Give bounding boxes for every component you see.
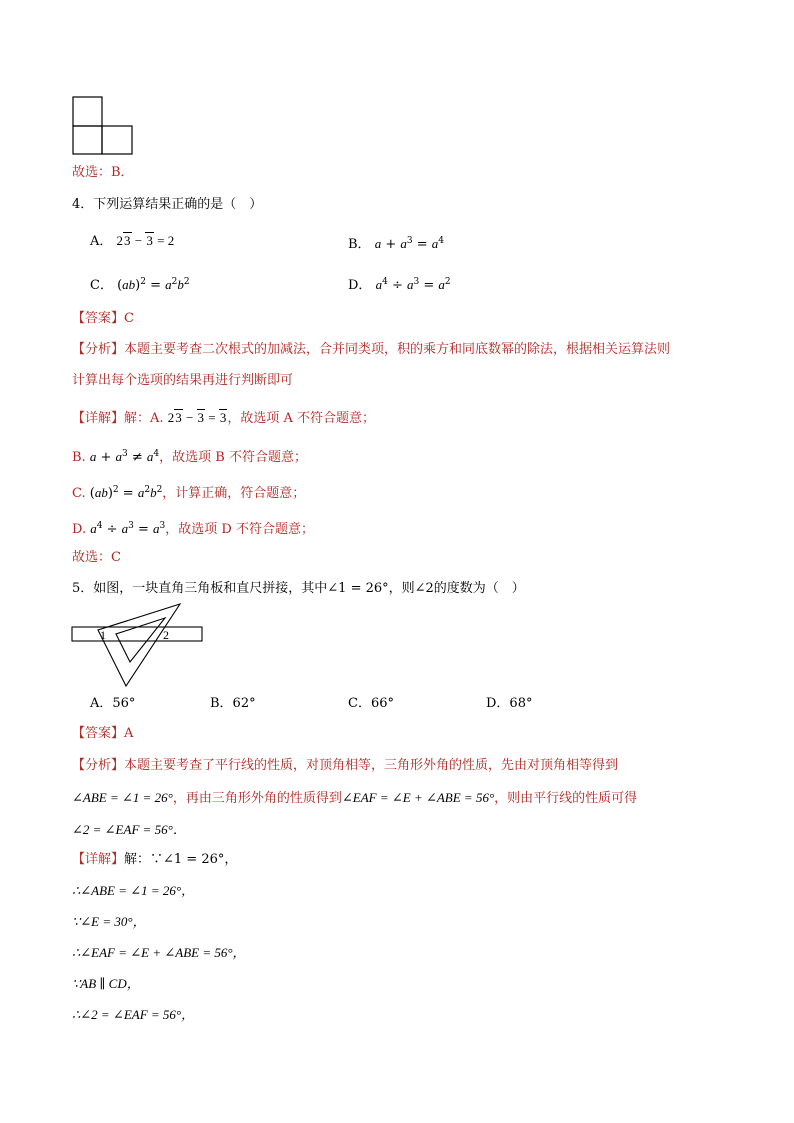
q4-option-c-label: C．	[90, 278, 113, 293]
squares-figure	[72, 96, 134, 156]
q4-option-c: C． $(ab)^2 = a^2b^2$	[90, 277, 190, 293]
q4-detail-b-tail: ，故选项 B 不符合题意；	[159, 450, 307, 465]
q4-detail-b-label: B.	[72, 450, 86, 465]
q4-detail-a: 【详解】解：A. 23 − 3 = 3，故选项 A 不符合题意；	[72, 410, 376, 426]
q5-detail-line6: ∴∠2 = ∠EAF = 56°，	[72, 1007, 195, 1022]
q5-analysis-line3: ∠2 = ∠EAF = 56°．	[72, 822, 186, 837]
q4-analysis-tag: 【分析】	[72, 342, 125, 357]
q5-answer: 【答案】A	[72, 726, 134, 741]
q4-detail-b: B. $a + a^3 \ne a^4$，故选项 B 不符合题意；	[72, 449, 307, 465]
q5-detail-line4: ∴∠EAF = ∠E + ∠ABE = 56°，	[72, 945, 246, 960]
q5-detail-tag: 【详解】	[72, 852, 125, 867]
q4-option-a-label: A．	[90, 234, 113, 249]
q5-detail-line2: ∴∠ABE = ∠1 = 26°，	[72, 883, 195, 898]
q5-option-a: A．56°	[90, 696, 136, 711]
triangle-outer	[98, 604, 180, 686]
q4-option-b: B． $a + a^3 = a^4$	[348, 236, 445, 252]
q5-detail-text1: 解：∵∠1 = 26°，	[124, 852, 238, 867]
triangle-ruler-figure	[70, 600, 204, 692]
q5-analysis-text2: ，再由三角形外角的性质得到	[172, 791, 342, 806]
q4-detail-a-tail: ，故选项 A 不符合题意；	[227, 411, 376, 426]
square-top	[73, 97, 102, 126]
q4-answer: 【答案】C	[72, 311, 134, 326]
q5-detail-line1	[72, 851, 237, 869]
q4-detail-d-tail: ，故选项 D 不符合题意；	[165, 522, 314, 537]
q4-detail-c: C. $(ab)^2 = a^2b^2$，计算正确，符合题意；	[72, 485, 306, 501]
q4-analysis-text1: 本题主要考查二次根式的加减法，合并同类项，积的乘方和同底数幂的除法，根据相关运算法则	[124, 342, 671, 357]
q4-detail-d-label: D.	[72, 522, 87, 537]
q5-analysis-math2: ∠EAF = ∠E + ∠ABE = 56°	[341, 790, 495, 805]
triangle-inner	[116, 618, 165, 662]
q5-analysis-math1: ∠ABE = ∠1 = 26°	[72, 790, 173, 805]
q5-analysis-tail: ，则由平行线的性质可得	[494, 791, 638, 806]
q5-analysis-line2	[72, 789, 637, 808]
angle-label-1: 1	[100, 628, 106, 642]
q5-option-c: C．66°	[348, 696, 394, 711]
q4-analysis-line1	[72, 341, 670, 359]
q4-option-a: A． 23 − 3 = 2	[90, 233, 175, 249]
q4-option-d: D． $a^4 \div a^3 = a^2$	[348, 277, 451, 293]
q4-conclusion: 故选：C	[72, 550, 121, 565]
square-bottom-right	[102, 126, 132, 154]
q5-option-d: D．68°	[486, 696, 533, 711]
angle-label-2: 2	[163, 628, 169, 642]
prev-answer: 故选：B．	[72, 165, 134, 180]
ruler	[72, 627, 202, 641]
q4-detail-d: D. $a^4 \div a^3 = a^3$，故选项 D 不符合题意；	[72, 521, 314, 537]
q5-detail-line3: ∵∠E = 30°，	[72, 914, 146, 929]
q4-analysis-line2: 计算出每个选项的结果再进行判断即可	[72, 373, 294, 388]
q5-analysis-tag: 【分析】	[72, 758, 125, 773]
q4-stem: 4．下列运算结果正确的是（ ）	[72, 197, 263, 212]
q4-detail-tag: 【详解】	[72, 411, 125, 426]
q5-analysis-text1: 本题主要考查了平行线的性质，对顶角相等，三角形外角的性质，先由对顶角相等得到	[124, 758, 619, 773]
q4-detail-intro: 解：A.	[124, 411, 164, 426]
q4-option-d-label: D．	[348, 278, 372, 293]
q5-stem: 5．如图，一块直角三角板和直尺拼接，其中∠1 = 26°，则∠2的度数为（ ）	[72, 581, 525, 596]
q4-detail-c-tail: ，计算正确，符合题意；	[162, 486, 306, 501]
square-bottom-left	[73, 126, 102, 154]
q4-option-b-label: B．	[348, 237, 371, 252]
q4-detail-c-label: C.	[72, 486, 86, 501]
q5-analysis-line1	[72, 757, 618, 775]
q5-detail-line5: ∵AB ∥ CD，	[72, 976, 140, 991]
q5-option-b: B．62°	[210, 696, 256, 711]
